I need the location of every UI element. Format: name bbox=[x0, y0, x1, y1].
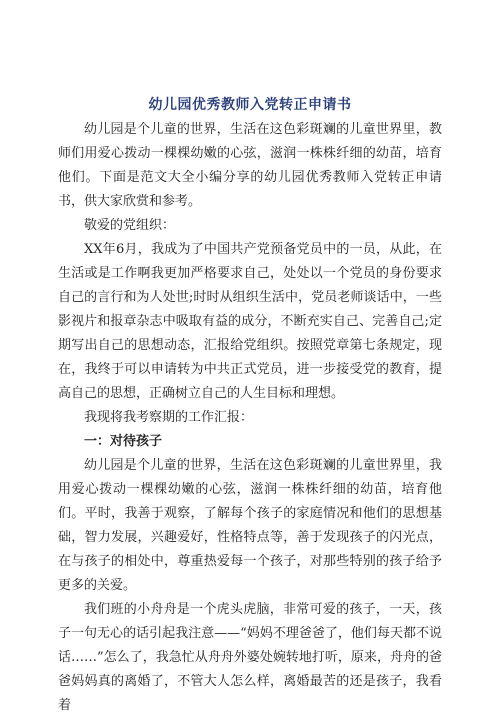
document-page bbox=[58, 96, 442, 718]
salutation: 敬爱的党组织： bbox=[84, 218, 176, 233]
intro-paragraph: 幼儿园是个儿童的世界，生活在这色彩斑斓的儿童世界里，教师们用爱心拨动一棵棵幼嫩的心弦，滋润一株株纤细的幼苗，培育他们。下面是范文大全小编分享的幼儿园优秀教师入党转正申请书，供大家欣赏和参考。 bbox=[58, 122, 442, 209]
document-title: 幼儿园优秀教师入党转正申请书 bbox=[148, 97, 352, 113]
section-heading: 一：对待孩子 bbox=[84, 434, 163, 449]
body-paragraph: 幼儿园是个儿童的世界，生活在这色彩斑斓的儿童世界里，我用爱心拨动一棵棵幼嫩的心弦，滋润一株株纤细的幼苗，培育他们。平时，我善于观察，了解每个孩子的家庭情况和他们的思想基础，智力发展，兴趣爱好，性格特点等，善于发现孩子的闪光点，在与孩子的相处中，尊重热爱每一个孩子，对那些特别的孩子给予更多的关爱。 bbox=[58, 458, 442, 593]
report-intro: 我现将我考察期的工作汇报： bbox=[84, 410, 254, 425]
body-paragraph: XX年6月，我成为了中国共产党预备党员中的一员，从此，在生活或是工作啊我更加严格要求自己，处处以一个党员的身份要求自己的言行和为人处世;时时从组织生活中，党员老师谈话中，一些影视片和报章杂志中吸取有益的成分，不断充实自己、完善自己;定期写出自己的思想动态，汇报给党组织。按照党章第七条规定，现在，我终于可以申请转为中共正式党员，进一步接受党的教育，提高自己的思想，正确树立自己的人生目标和理想。 bbox=[58, 242, 442, 401]
body-paragraph: 我们班的小舟舟是一个虎头虎脑，非常可爱的孩子，一天，孩子一句无心的话引起我注意——“妈妈不理爸爸了，他们每天都不说话……”怎么了，我急忙从舟舟外婆处婉转地打听，原来，舟舟的爸爸妈妈真的离婚了，不管大人怎么样，离婚最苦的还是孩子，我看着 bbox=[58, 602, 442, 713]
